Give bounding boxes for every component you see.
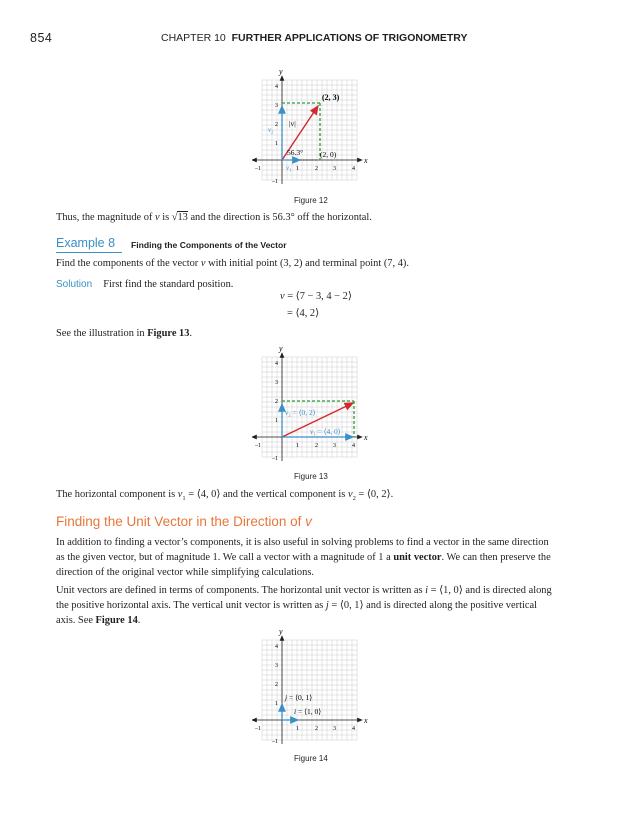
- y-tick: 4: [275, 361, 278, 367]
- x-axis-label: x: [364, 433, 368, 442]
- example-title: Finding the Components of the Vector: [131, 240, 287, 250]
- x-tick: 3: [333, 166, 336, 172]
- grid: [262, 80, 357, 180]
- unit-vector-paragraph-2: Unit vectors are defined in terms of components. The horizontal unit vector is written as i = ⟨1, 0⟩ and is directed along the positive horizontal axis. The vertical unit vector is written as j = ⟨0, 1⟩ and is directed along the positive vertical axis. See Figure 14.: [56, 585, 552, 626]
- y-tick: 2: [275, 682, 278, 688]
- chapter-header: [161, 32, 467, 44]
- angle-label: 56.3°: [287, 148, 304, 157]
- y-axis-label: y: [279, 67, 283, 76]
- x-tick: 2: [315, 443, 318, 449]
- x-tick: 3: [333, 443, 336, 449]
- v2-label: $v_2$ = ⟨0, 2⟩: [285, 408, 316, 418]
- solution-text: First find the standard position.: [103, 279, 234, 290]
- y-tick: –1: [272, 739, 278, 745]
- see-illustration: See the illustration in Figure 13.: [56, 328, 193, 339]
- y-tick: 1: [275, 141, 278, 147]
- figure-12-caption: Figure 12: [294, 196, 328, 205]
- figure-13-graph: [252, 343, 377, 468]
- v1-label: $v_1$: [286, 164, 292, 173]
- sqrt-symbol: √: [171, 212, 178, 223]
- y-axis-label: y: [279, 344, 283, 353]
- figure-14-graph: [252, 626, 377, 751]
- y-tick: 2: [275, 122, 278, 128]
- x-tick: 1: [296, 166, 299, 172]
- sqrt-argument: 13: [177, 212, 188, 223]
- v1-label: $v_1$ = ⟨4, 0⟩: [310, 427, 341, 437]
- example-problem: Find the components of the vector v with initial point (3, 2) and terminal point (7, 4).: [56, 258, 409, 269]
- x-axis-label: x: [364, 156, 368, 165]
- x-tick: 2: [315, 726, 318, 732]
- example-underline: [56, 252, 122, 253]
- x-tick: –1: [255, 166, 261, 172]
- y-tick: 2: [275, 399, 278, 405]
- x-tick: 2: [315, 166, 318, 172]
- x-tick: 4: [352, 166, 355, 172]
- i-label: i = ⟨1, 0⟩: [294, 707, 322, 716]
- y-tick: 1: [275, 418, 278, 424]
- unit-vector-paragraph-1: In addition to finding a vector’s components, it is also useful in solving problems to find a vector in the same direction as the given vector, but of magnitude 1. We call a vector with a magnitude of 1 a unit vector. We can then preserve the direction of the original vector while simplifying calculations.: [56, 537, 551, 578]
- y-tick: 3: [275, 380, 278, 386]
- solution-line: [56, 272, 233, 292]
- point2-label: (2, 0): [320, 150, 337, 159]
- y-tick: 3: [275, 103, 278, 109]
- equation-2: = ⟨4, 2⟩: [287, 308, 320, 319]
- figure-12-graph: [252, 66, 377, 191]
- x-tick: –1: [255, 726, 261, 732]
- x-tick: 1: [296, 726, 299, 732]
- x-axis-label: x: [364, 716, 368, 725]
- y-tick: 1: [275, 701, 278, 707]
- y-tick: –1: [272, 456, 278, 462]
- magnitude-paragraph: Thus, the magnitude of v is √13 and the direction is 56.3° off the horizontal.: [56, 212, 372, 223]
- solution-label: Solution: [56, 279, 93, 290]
- chapter-label: CHAPTER 10: [161, 32, 226, 44]
- x-tick: 1: [296, 443, 299, 449]
- magnitude-label: |v|: [289, 119, 296, 128]
- page-number: 854: [30, 31, 53, 45]
- grid: [262, 357, 357, 457]
- example-label: Example 8: [56, 236, 116, 250]
- y-tick: 3: [275, 663, 278, 669]
- j-label: j = ⟨0, 1⟩: [285, 693, 313, 702]
- chapter-title: FURTHER APPLICATIONS OF TRIGONOMETRY: [231, 32, 468, 44]
- x-tick: –1: [255, 443, 261, 449]
- y-tick: 4: [275, 84, 278, 90]
- figure-14-caption: Figure 14: [294, 754, 328, 763]
- point-label: (2, 3): [322, 93, 340, 102]
- y-tick: 4: [275, 644, 278, 650]
- y-tick: –1: [272, 179, 278, 185]
- x-tick: 3: [333, 726, 336, 732]
- figure-13-caption: Figure 13: [294, 472, 328, 481]
- grid: [262, 640, 357, 740]
- y-axis-label: y: [279, 627, 283, 636]
- equation-1: v = ⟨7 − 3, 4 − 2⟩: [280, 291, 352, 302]
- v2-label: $v_2$: [268, 126, 274, 135]
- x-tick: 4: [352, 726, 355, 732]
- components-paragraph: The horizontal component is $v_1$ = ⟨4, 0⟩ and the vertical component is $v_2$ = ⟨0, 2⟩.: [56, 489, 394, 503]
- x-tick: 4: [352, 443, 355, 449]
- section-heading: Finding the Unit Vector in the Direction of v: [56, 514, 312, 529]
